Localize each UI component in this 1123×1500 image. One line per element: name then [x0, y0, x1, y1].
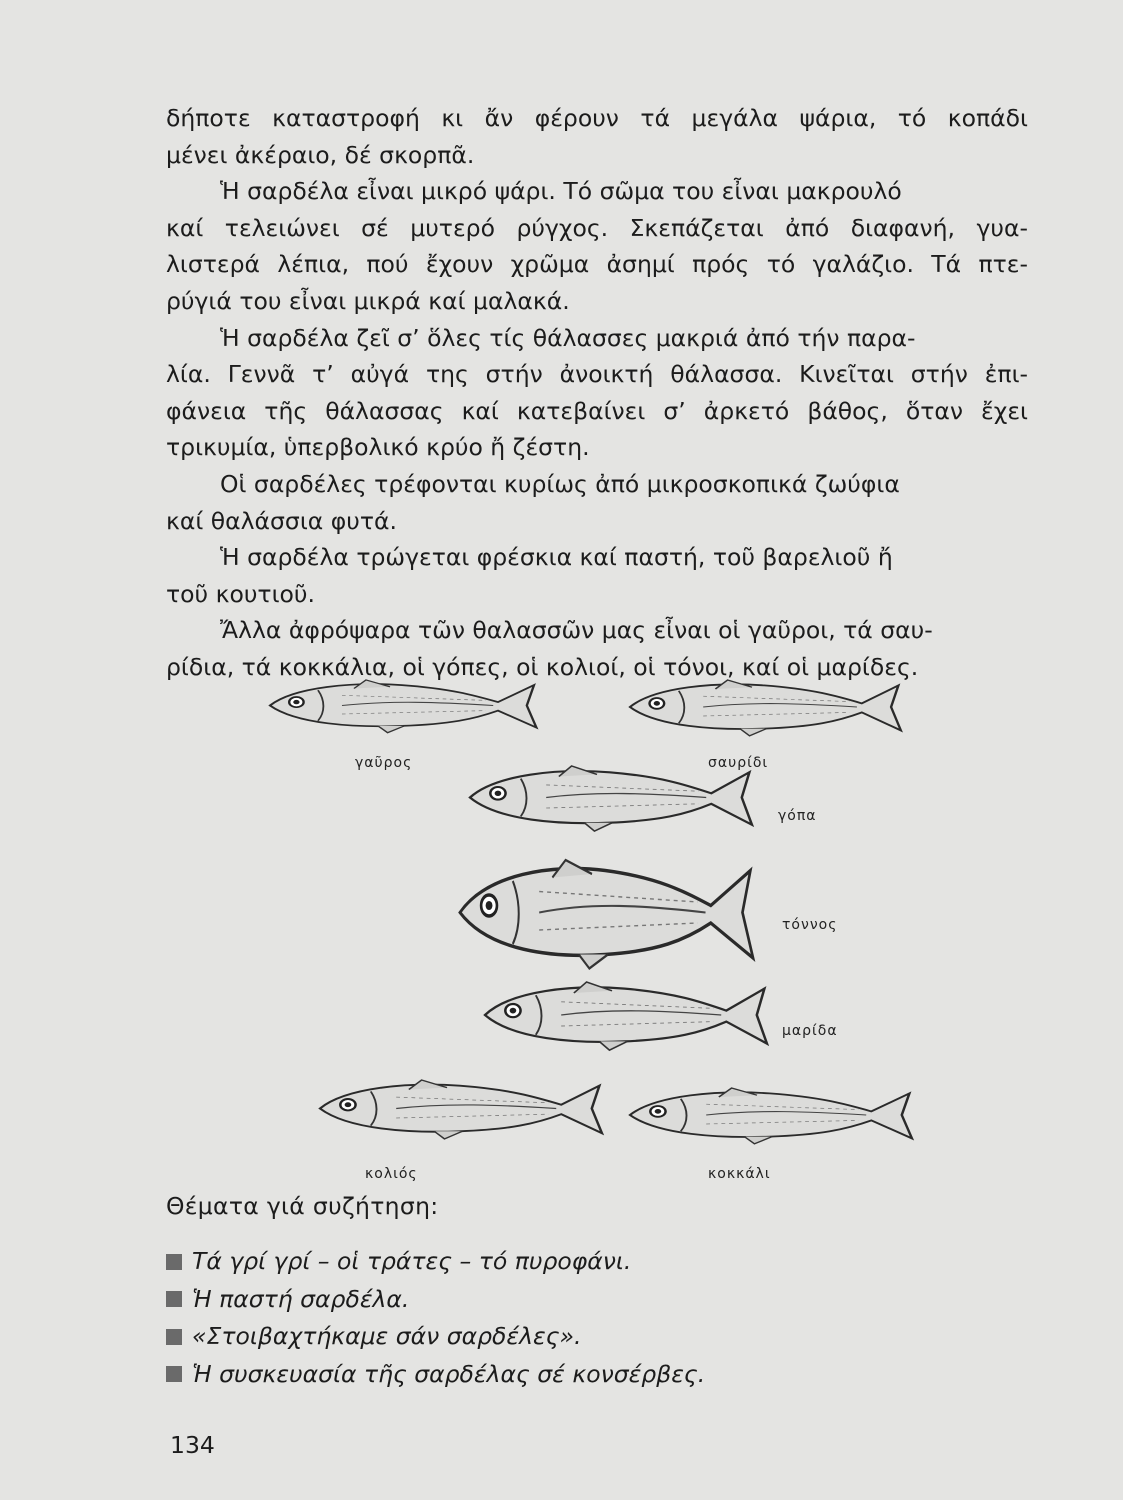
- label-tonnos: τόννος: [782, 917, 838, 933]
- line: φάνεια τῆς θάλασσας καί κατεβαίνει σ’ ἀρκετό βάθος, ὅταν ἔχει: [166, 396, 1028, 425]
- list-item: [166, 1281, 705, 1319]
- line: μένει ἀκέραιο, δέ σκορπᾶ.: [166, 140, 475, 169]
- line: Ἡ σαρδέλα ζεῖ σ’ ὅλες τίς θάλασσες μακριά ἀπό τήν παρα-: [220, 323, 916, 352]
- page-number: 134: [170, 1431, 215, 1459]
- topic-text: Τά γρί γρί – οἱ τράτες – τό πυροφάνι.: [192, 1247, 632, 1275]
- line: τοῦ κουτιοῦ.: [166, 579, 315, 608]
- line: τρικυμία, ὑπερβολικό κρύο ἤ ζέστη.: [166, 433, 590, 462]
- square-bullet-icon: [166, 1291, 182, 1307]
- fish-gopa: [470, 766, 752, 831]
- paragraph-1: [166, 100, 1028, 173]
- square-bullet-icon: [166, 1366, 182, 1382]
- line: καί τελειώνει σέ μυτερό ρύγχος. Σκεπάζεται ἀπό διαφανή, γυα-: [166, 213, 1028, 242]
- line: Ἡ σαρδέλα εἶναι μικρό ψάρι. Τό σῶμα του εἶναι μακρουλό: [220, 177, 902, 206]
- list-item: [166, 1318, 705, 1356]
- body-text: [166, 100, 1028, 686]
- paragraph-5: [166, 539, 1028, 612]
- topic-text: «Στοιβαχτήκαμε σάν σαρδέλες».: [192, 1322, 582, 1350]
- line: λιστερά λέπια, πού ἔχουν χρῶμα ἀσημί πρός τό γαλάζιο. Τά πτε-: [166, 250, 1028, 279]
- label-gavros: γαῦρος: [355, 755, 413, 771]
- label-sauridi: σαυρίδι: [708, 755, 769, 771]
- label-kolios: κολιός: [365, 1166, 418, 1182]
- line: Ἡ σαρδέλα τρώγεται φρέσκια καί παστή, τοῦ βαρελιοῦ ἤ: [220, 543, 893, 572]
- topic-text: Ἡ παστή σαρδέλα.: [192, 1284, 410, 1313]
- discussion-list: [166, 1243, 705, 1393]
- fish-illustration: [260, 670, 920, 1190]
- label-gopa: γόπα: [778, 808, 817, 824]
- line: καί θαλάσσια φυτά.: [166, 506, 397, 535]
- label-kokkali: κοκκάλι: [708, 1166, 771, 1182]
- fish-kokkali: [630, 1088, 912, 1144]
- fish-sauridi: [630, 680, 901, 736]
- line: ρίδια, τά κοκκάλια, οἱ γόπες, οἱ κολιοί, οἱ τόνοι, καί οἱ μαρίδες.: [166, 652, 919, 681]
- list-item: [166, 1243, 705, 1281]
- paragraph-2: [166, 173, 1028, 319]
- fish-kolios: [320, 1080, 602, 1139]
- discussion-heading: Θέματα γιά συζήτηση:: [166, 1192, 439, 1220]
- paragraph-4: [166, 466, 1028, 539]
- line: δήποτε καταστροφή κι ἄν φέρουν τά μεγάλα ψάρια, τό κοπάδι: [166, 104, 1028, 132]
- fish-marida: [485, 982, 767, 1050]
- paragraph-3: [166, 320, 1028, 466]
- line: λία. Γεννᾶ τ’ αὐγά της στήν ἀνοικτή θάλασσα. Κινεῖται στήν ἐπι-: [166, 360, 1028, 389]
- fish-tonnos: [460, 860, 753, 969]
- line: Ἄλλα ἀφρόψαρα τῶν θαλασσῶν μας εἶναι οἱ γαῦροι, τά σαυ-: [220, 616, 933, 645]
- list-item: [166, 1356, 705, 1394]
- line: ρύγιά του εἶναι μικρά καί μαλακά.: [166, 286, 570, 315]
- square-bullet-icon: [166, 1254, 182, 1270]
- fish-gavros: [270, 680, 536, 733]
- line: Οἱ σαρδέλες τρέφονται κυρίως ἀπό μικροσκοπικά ζωύφια: [220, 469, 900, 498]
- topic-text: Ἡ συσκευασία τῆς σαρδέλας σέ κονσέρβες.: [192, 1359, 706, 1388]
- label-marida: μαρίδα: [782, 1023, 838, 1039]
- square-bullet-icon: [166, 1329, 182, 1345]
